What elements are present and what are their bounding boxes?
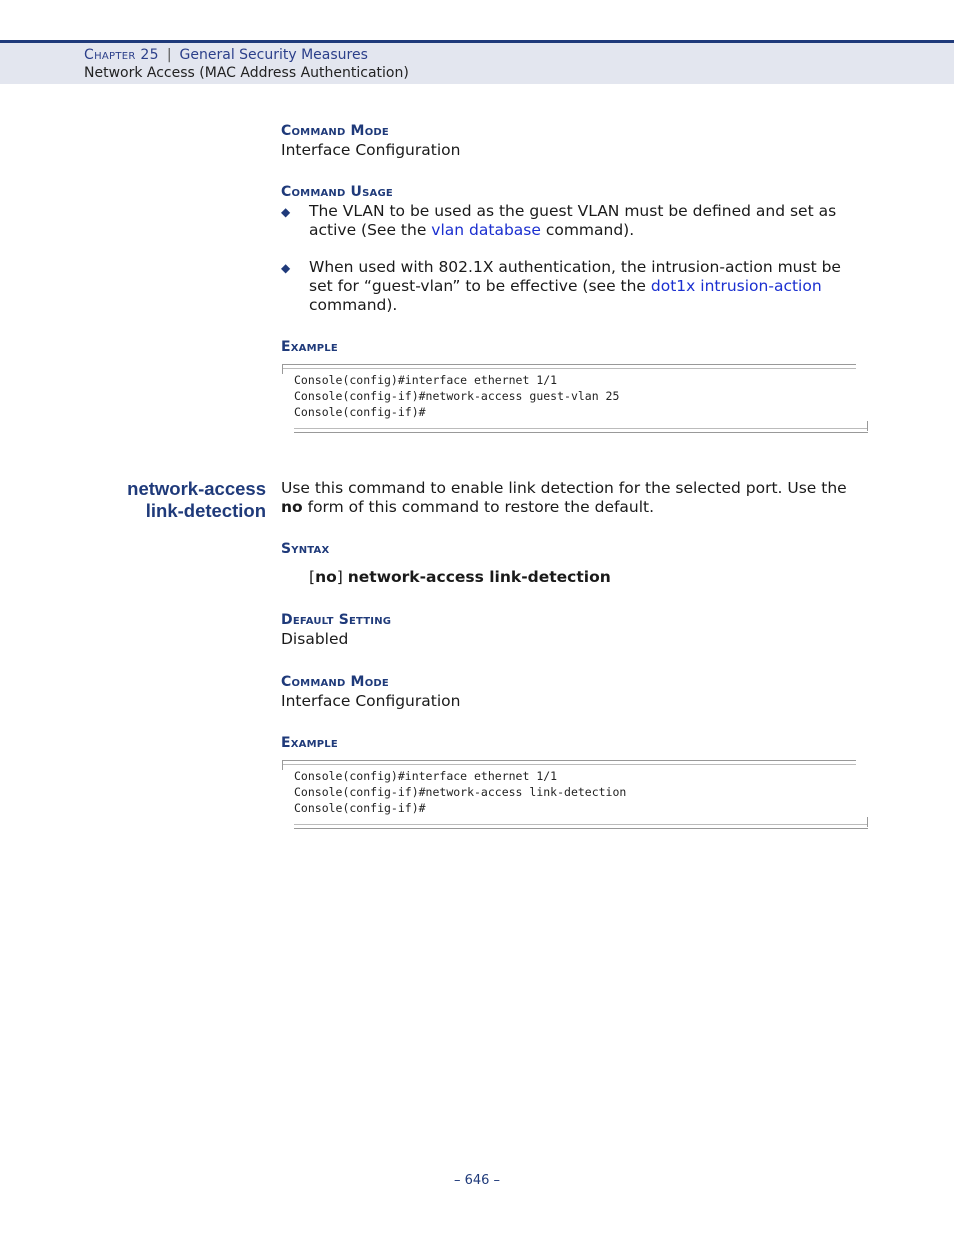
running-header [0,40,954,84]
dot1x-intrusion-action-link[interactable]: dot1x intrusion-action [650,277,822,295]
code-bottom-rule [294,428,868,433]
header-subtitle: Network Access (MAC Address Authentication) [84,65,409,81]
default-setting-value: Disabled [281,630,349,648]
usage-bullet-2-line3: command). [309,296,398,314]
code-line: Console(config)#interface ethernet 1/1 [294,373,558,387]
description-text: form of this command to restore the default. [302,498,655,516]
bullet-text: set for “guest-vlan” to be effective (see the [309,277,651,295]
header-chapter-line [84,47,368,63]
bullet-text: command). [540,221,635,239]
syntax-heading: Syntax [281,541,330,557]
example-heading: Example [281,339,338,355]
command-description-line1: Use this command to enable link detection for the selected port. Use the [281,479,847,497]
code-line: Console(config-if)#network-access guest-vlan 25 [294,389,620,403]
chapter-section-title: General Security Measures [179,47,368,63]
syntax-line [309,568,611,587]
command-mode-heading: Command Mode [281,123,389,139]
code-bottom-tick [867,817,868,827]
usage-bullet-2-line1: When used with 802.1X authentication, the intrusion-action must be [309,258,841,276]
code-top-tick [282,760,283,770]
command-usage-heading: Command Usage [281,184,393,200]
syntax-command: network-access link-detection [347,568,611,586]
usage-bullet-2-line2 [309,277,822,296]
command-title-line1: network-access [127,478,266,499]
command-title-line2: link-detection [145,500,266,521]
code-line: Console(config)#interface ethernet 1/1 [294,769,558,783]
diamond-bullet-icon: ◆ [281,261,291,275]
code-bottom-tick [867,421,868,431]
page-number: – 646 – [453,1173,501,1188]
vlan-database-link[interactable]: vlan database [431,221,541,239]
diamond-bullet-icon: ◆ [281,205,291,219]
command-mode-heading: Command Mode [281,674,389,690]
bullet-text: active (See the [309,221,432,239]
syntax-bracket-close: ] [336,568,348,586]
code-top-rule [282,364,856,369]
code-top-rule [282,760,856,765]
command-mode-value: Interface Configuration [281,141,461,159]
no-keyword: no [281,498,303,516]
code-line: Console(config-if)# [294,801,426,815]
code-top-tick [282,364,283,374]
header-separator: | [166,47,172,63]
code-bottom-rule [294,824,868,829]
code-example-link-detection [282,760,868,830]
code-line: Console(config-if)#network-access link-detection [294,785,627,799]
code-example-guest-vlan [282,364,868,434]
syntax-bracket-open: [ [309,568,316,586]
command-description-line2 [281,498,654,517]
syntax-no: no [315,568,337,586]
code-line: Console(config-if)# [294,405,426,419]
command-mode-value: Interface Configuration [281,692,461,710]
chapter-label: Chapter 25 [84,47,159,63]
default-setting-heading: Default Setting [281,612,392,628]
usage-bullet-1-line2 [309,221,634,240]
example-heading: Example [281,735,338,751]
usage-bullet-1-line1: The VLAN to be used as the guest VLAN must be defined and set as [309,202,837,220]
